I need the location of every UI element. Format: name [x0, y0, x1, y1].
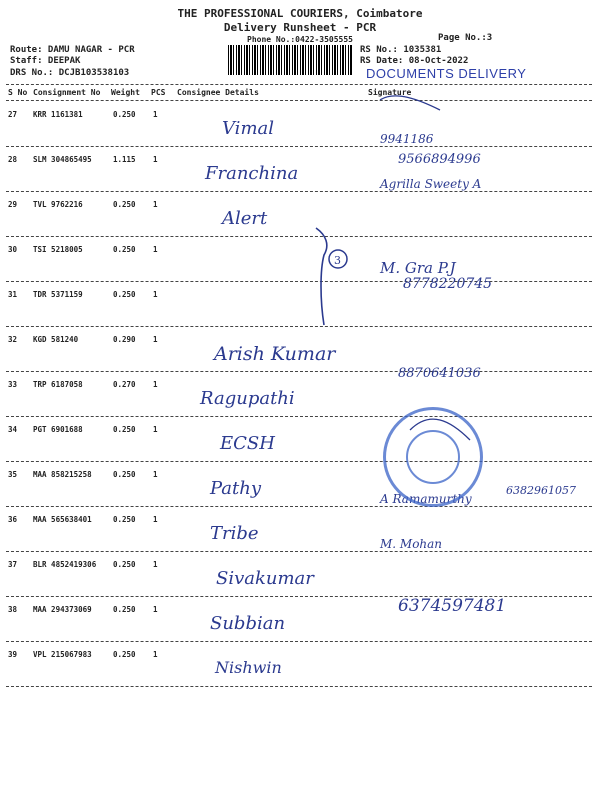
row-weight: 0.250 [113, 110, 136, 119]
row-weight: 0.250 [113, 200, 136, 209]
documents-delivery-stamp: DOCUMENTS DELIVERY [366, 66, 527, 81]
consignee-name: Subbian [210, 613, 286, 634]
barcode [228, 45, 353, 75]
row-consignment-no: TRP 6187058 [33, 380, 83, 389]
divider [6, 84, 592, 85]
row-sno: 30 [8, 245, 18, 254]
row-consignment-no: PGT 6901688 [33, 425, 83, 434]
row-weight: 0.250 [113, 245, 136, 254]
divider [6, 100, 592, 101]
rs-date: RS Date: 08-Oct-2022 [360, 56, 469, 66]
table-row [0, 106, 600, 150]
row-consignment-no: TVL 9762216 [33, 200, 83, 209]
row-divider [6, 506, 592, 507]
row-pcs: 1 [153, 200, 158, 209]
row-pcs: 1 [153, 380, 158, 389]
row-pcs: 1 [153, 425, 158, 434]
staff: Staff: DEEPAK [10, 56, 81, 66]
col-weight: Weight [111, 88, 140, 97]
row-weight: 0.250 [113, 515, 136, 524]
row-sno: 36 [8, 515, 18, 524]
row-divider [6, 191, 592, 192]
row-pcs: 1 [153, 470, 158, 479]
handwritten-phone: 6382961057 [506, 484, 576, 497]
row-sno: 34 [8, 425, 18, 434]
row-sno: 27 [8, 110, 18, 119]
row-consignment-no: MAA 858215258 [33, 470, 92, 479]
row-weight: 0.250 [113, 605, 136, 614]
col-pcs: PCS [151, 88, 166, 97]
handwritten-phone: 6374597481 [398, 596, 507, 616]
signature: M. Gra P.J [380, 259, 456, 277]
row-consignment-no: KRR 1161381 [33, 110, 83, 119]
handwritten-phone: 8778220745 [403, 276, 493, 292]
row-pcs: 1 [153, 560, 158, 569]
row-divider [6, 371, 592, 372]
row-pcs: 1 [153, 515, 158, 524]
row-divider [6, 641, 592, 642]
table-row [0, 241, 600, 285]
row-weight: 0.250 [113, 470, 136, 479]
row-weight: 0.250 [113, 560, 136, 569]
row-consignment-no: BLR 4852419306 [33, 560, 97, 569]
table-row [0, 601, 600, 645]
row-sno: 38 [8, 605, 18, 614]
row-sno: 35 [8, 470, 18, 479]
signature: M. Mohan [380, 537, 443, 551]
row-consignment-no: TSI 5218005 [33, 245, 83, 254]
row-divider [6, 326, 592, 327]
svg-text:3: 3 [334, 254, 341, 267]
route: Route: DAMU NAGAR - PCR [10, 45, 135, 55]
table-row [0, 196, 600, 240]
signature: A Ramamurthy [380, 492, 472, 506]
table-row [0, 331, 600, 375]
row-sno: 37 [8, 560, 18, 569]
phone-number: Phone No.:0422-3505555 [247, 35, 353, 44]
row-sno: 28 [8, 155, 18, 164]
table-row [0, 646, 600, 690]
handwritten-phone: 9566894996 [398, 152, 481, 167]
row-sno: 39 [8, 650, 18, 659]
row-consignment-no: MAA 294373069 [33, 605, 92, 614]
row-weight: 0.250 [113, 650, 136, 659]
consignee-name: Tribe [210, 523, 259, 544]
row-pcs: 1 [153, 605, 158, 614]
echs-seal-stamp [383, 407, 483, 507]
row-pcs: 1 [153, 110, 158, 119]
row-divider [6, 551, 592, 552]
table-row [0, 286, 600, 330]
row-weight: 0.290 [113, 335, 136, 344]
row-consignment-no: TDR 5371159 [33, 290, 83, 299]
signature: Agrilla Sweety A [380, 177, 482, 191]
row-weight: 1.115 [113, 155, 136, 164]
signature: 9941186 [380, 132, 434, 146]
row-pcs: 1 [153, 650, 158, 659]
row-pcs: 1 [153, 155, 158, 164]
table-row [0, 511, 600, 555]
col-consignee: Consignee Details [177, 88, 259, 97]
row-pcs: 1 [153, 335, 158, 344]
consignee-name: Alert [222, 208, 268, 229]
drs-number: DRS No.: DCJB103538103 [10, 68, 130, 78]
row-divider [6, 416, 592, 417]
consignee-name: Ragupathi [200, 388, 295, 409]
consignee-name: Arish Kumar [214, 343, 336, 365]
row-sno: 29 [8, 200, 18, 209]
table-row [0, 556, 600, 600]
consignee-name: Franchina [205, 163, 299, 184]
row-divider [6, 146, 592, 147]
row-weight: 0.250 [113, 290, 136, 299]
handwritten-phone: 8870641036 [398, 366, 481, 381]
row-divider [6, 461, 592, 462]
row-consignment-no: KGD 581240 [33, 335, 79, 344]
consignee-name: Vimal [222, 118, 274, 139]
document-subtitle: Delivery Runsheet - PCR [223, 21, 377, 34]
row-pcs: 1 [153, 290, 158, 299]
table-row [0, 421, 600, 465]
row-consignment-no: MAA 565638401 [33, 515, 92, 524]
col-consignment: Consignment No [33, 88, 101, 97]
row-weight: 0.270 [113, 380, 136, 389]
consignee-name: Nishwin [215, 658, 282, 677]
consignee-name: Sivakumar [216, 568, 314, 589]
table-row [0, 376, 600, 420]
row-divider [6, 236, 592, 237]
consignee-name: Pathy [210, 478, 262, 499]
row-pcs: 1 [153, 245, 158, 254]
row-sno: 31 [8, 290, 18, 299]
col-sno: S No [8, 88, 28, 97]
row-consignment-no: SLM 304865495 [33, 155, 92, 164]
document-title: THE PROFESSIONAL COURIERS, Coimbatore [177, 7, 423, 20]
row-divider [6, 686, 592, 687]
rs-number: RS No.: 1035381 [360, 45, 442, 55]
row-sno: 32 [8, 335, 18, 344]
table-row [0, 151, 600, 195]
row-weight: 0.250 [113, 425, 136, 434]
col-signature: Signature [368, 88, 412, 97]
row-sno: 33 [8, 380, 18, 389]
consignee-name: ECSH [220, 433, 275, 454]
page-number: Page No.:3 [438, 33, 493, 43]
row-divider [6, 281, 592, 282]
row-consignment-no: VPL 215067983 [33, 650, 92, 659]
